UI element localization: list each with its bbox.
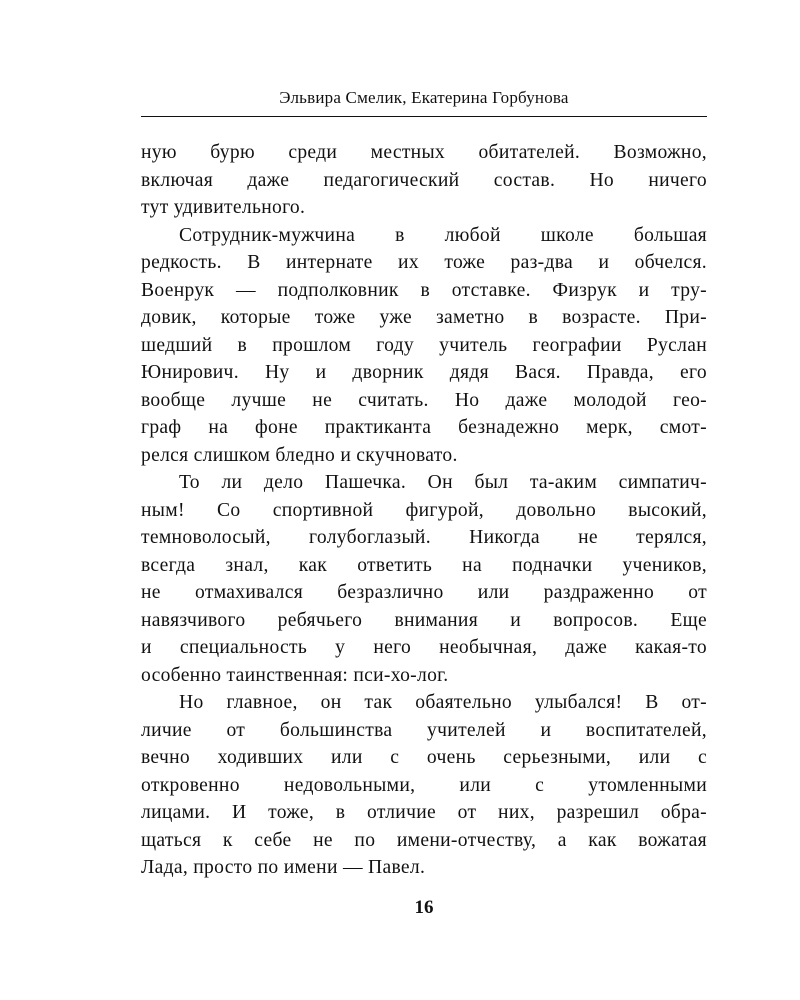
text-line: всегда знал, как ответить на подначки учеников, — [141, 554, 707, 576]
text-line: навязчивого ребячьего внимания и вопросов. Еще — [141, 609, 707, 631]
paragraph-start: То ли дело Пашечка. Он был та-аким симпатич- — [179, 472, 707, 493]
text-line: релся слишком бледно и скучновато. — [141, 444, 458, 466]
header-divider — [141, 116, 707, 117]
text-line: граф на фоне практиканта безнадежно мерк, смот- — [141, 417, 707, 438]
page-number: 16 — [414, 897, 434, 918]
text-line: вообще лучше не считать. Но даже молодой гео- — [141, 389, 707, 411]
text-line: Юнирович. Ну и дворник дядя Вася. Правда, его — [141, 362, 707, 383]
text-line: особенно таинственная: пси-хо-лог. — [141, 664, 449, 686]
text-line: Военрук — подполковник в отставке. Физрук и тру- — [141, 279, 707, 301]
text-line: довик, которые тоже уже заметно в возрасте. При- — [141, 307, 707, 328]
running-header: Эльвира Смелик, Екатерина Горбунова — [279, 88, 569, 107]
text-line: ную бурю среди местных обитателей. Возможно, — [141, 142, 707, 163]
text-line: не отмахивался безразлично или раздраженно от — [141, 582, 707, 603]
text-line: личие от большинства учителей и воспитателей, — [141, 719, 707, 741]
text-line: ным! Со спортивной фигурой, довольно высокий, — [141, 499, 707, 521]
text-line: вечно ходивших или с очень серьезными, или с — [141, 747, 707, 768]
text-line: включая даже педагогический состав. Но ничего — [141, 169, 707, 191]
text-line: тут удивительного. — [141, 197, 306, 218]
text-line: темноволосый, голубоглазый. Никогда не терялся, — [141, 527, 707, 548]
text-line: редкость. В интернате их тоже раз-два и обчелся. — [141, 252, 707, 273]
text-line: лицами. И тоже, в отличие от них, разрешил обра- — [141, 802, 707, 823]
body-text — [141, 139, 707, 882]
text-line: щаться к себе не по имени-отчеству, а как вожатая — [141, 829, 707, 851]
text-line: откровенно недовольными, или с утомленными — [141, 774, 707, 796]
paragraph-start: Но главное, он так обаятельно улыбался! В от- — [179, 692, 707, 713]
text-line: и специальность у него необычная, даже какая-то — [141, 637, 707, 658]
text-line: Лада, просто по имени — Павел. — [141, 857, 426, 878]
text-line: шедший в прошлом году учитель географии Руслан — [141, 334, 707, 356]
paragraph-start: Сотрудник-мужчина в любой школе большая — [179, 224, 707, 246]
